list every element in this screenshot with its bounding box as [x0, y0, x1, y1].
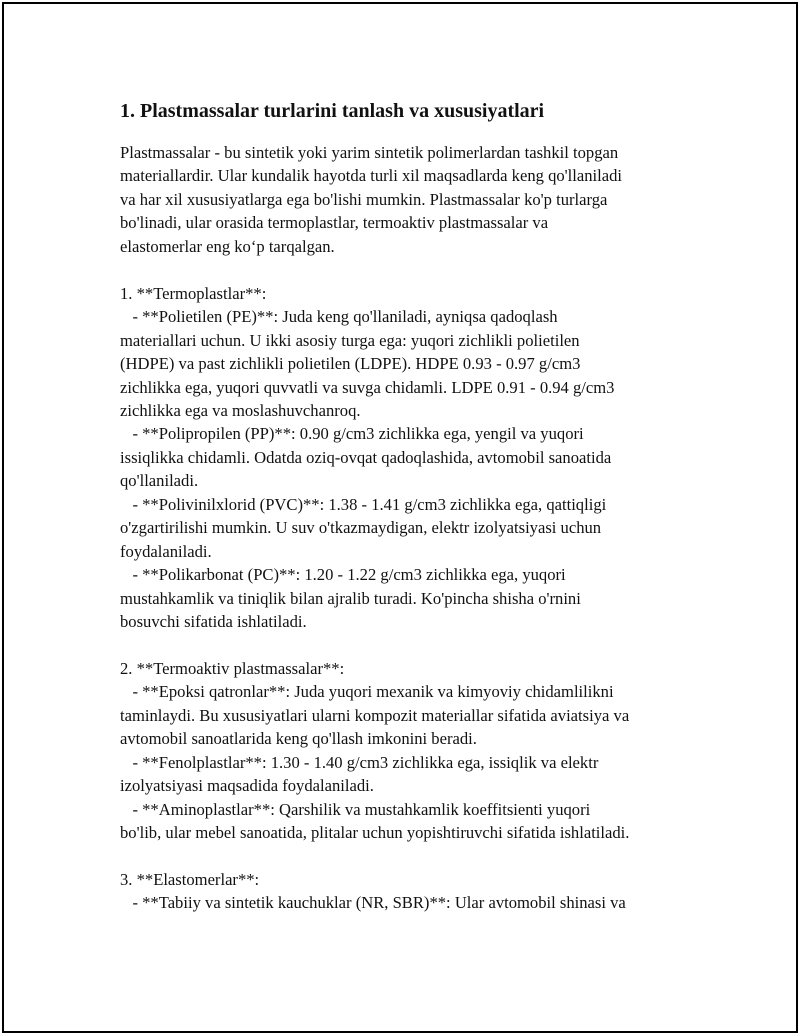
text-line: 3. **Elastomerlar**: [120, 870, 260, 889]
text-line: - **Tabiiy va sintetik kauchuklar (NR, SBR)**: Ular avtomobil shinasi va [120, 893, 626, 913]
text-line: zichlikka ega va moslashuvchanroq. [120, 400, 361, 420]
text-line: - **Polipropilen (PP)**: 0.90 g/cm3 zichlikka ega, yengil va yuqori [120, 424, 584, 444]
text-line: foydalaniladi. [120, 541, 212, 561]
section-heading: 1. Plastmassalar turlarini tanlash va xususiyatlari [120, 100, 545, 122]
text-line: Plastmassalar - bu sintetik yoki yarim sintetik polimerlardan tashkil topgan [120, 143, 619, 162]
text-line: avtomobil sanoatlarida keng qo'llash imkonini beradi. [120, 729, 477, 749]
text-line: - **Fenolplastlar**: 1.30 - 1.40 g/cm3 zichlikka ega, issiqlik va elektr [120, 752, 599, 772]
text-line: materiallari uchun. U ikki asosiy turga ega: yuqori zichlikli polietilen [120, 330, 580, 350]
text-line: elastomerlar eng ko‘p tarqalgan. [120, 236, 335, 256]
document-body [120, 97, 720, 915]
text-line: materiallardir. Ular kundalik hayotda turli xil maqsadlarda keng qo'llaniladi [120, 166, 623, 186]
text-line: - **Polikarbonat (PC)**: 1.20 - 1.22 g/cm3 zichlikka ega, yuqori [120, 565, 566, 585]
text-line: - **Epoksi qatronlar**: Juda yuqori mexanik va kimyoviy chidamlilikni [120, 682, 614, 702]
text-line: 1. **Termoplastlar**: [120, 283, 267, 303]
text-line: bo'linadi, ular orasida termoplastlar, termoaktiv plastmassalar va [120, 213, 549, 233]
text-line: - **Aminoplastlar**: Qarshilik va mustahkamlik koeffitsienti yuqori [120, 799, 591, 819]
text-line: zichlikka ega, yuqori quvvatli va suvga chidamli. LDPE 0.91 - 0.94 g/cm3 [120, 377, 615, 397]
paragraph-gap [120, 634, 720, 657]
text-line: - **Polietilen (PE)**: Juda keng qo'llaniladi, ayniqsa qadoqlash [120, 307, 558, 327]
text-line: o'zgartirilishi mumkin. U suv o'tkazmaydigan, elektr izolyatsiyasi uchun [120, 518, 602, 538]
text-line: va har xil xususiyatlarga ega bo'lishi mumkin. Plastmassalar ko'p turlarga [120, 189, 608, 209]
text-line: (HDPE) va past zichlikli polietilen (LDPE). HDPE 0.93 - 0.97 g/cm3 [120, 354, 581, 374]
text-line: bosuvchi sifatida ishlatiladi. [120, 612, 307, 632]
text-line: taminlaydi. Bu xususiyatlari ularni kompozit materiallar sifatida aviatsiya va [120, 705, 630, 725]
text-line: qo'llaniladi. [120, 471, 199, 491]
text-line: issiqlikka chidamli. Odatda oziq-ovqat qadoqlashida, avtomobil sanoatida [120, 447, 612, 467]
page-frame [2, 2, 798, 1033]
text-line: bo'lib, ular mebel sanoatida, plitalar uchun yopishtiruvchi sifatida ishlatiladi. [120, 823, 630, 843]
text-line: - **Polivinilxlorid (PVC)**: 1.38 - 1.41 g/cm3 zichlikka ega, qattiqligi [120, 494, 607, 514]
text-line: 2. **Termoaktiv plastmassalar**: [120, 658, 345, 678]
text-lines [120, 141, 720, 915]
text-line: izolyatsiyasi maqsadida foydalaniladi. [120, 776, 374, 796]
text-line: mustahkamlik va tiniqlik bilan ajralib turadi. Ko'pincha shisha o'rnini [120, 588, 581, 608]
paragraph-gap [120, 258, 720, 281]
paragraph-gap [120, 845, 720, 868]
